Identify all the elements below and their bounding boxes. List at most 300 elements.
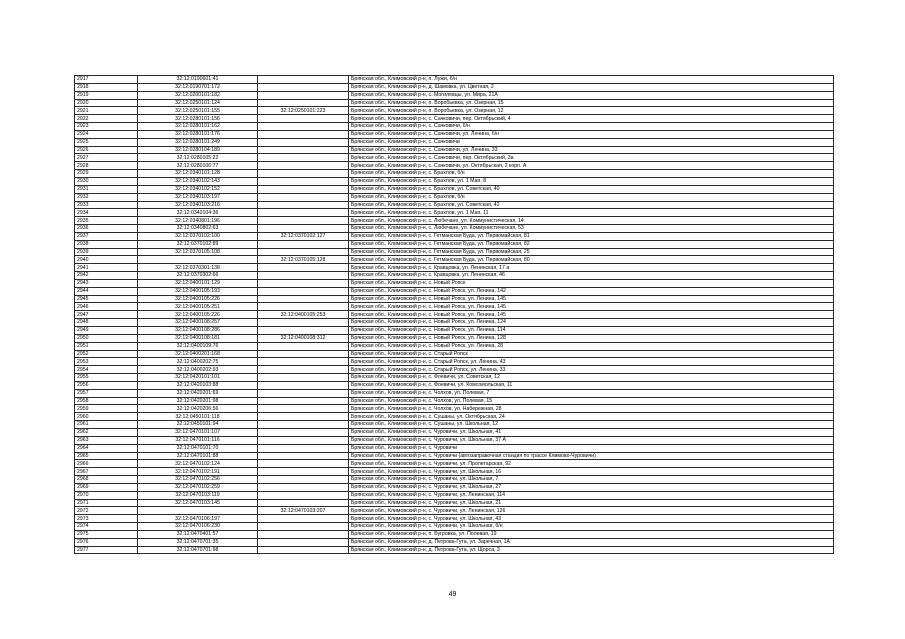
table-row [75, 248, 834, 256]
row-number-cell: 2922 [75, 115, 138, 123]
table-row [75, 530, 834, 538]
row-number-cell: 2959 [75, 405, 138, 413]
cadastral-number-cell: 32:12:0470102:256 [138, 476, 258, 484]
table-row [75, 138, 834, 146]
address-cell: Брянская обл., Климовский р-н, с. Чуровичи, ул. Ленинская, 126 [349, 507, 834, 515]
cadastral-number-cell: 32:12:0340103:216 [138, 201, 258, 209]
table-row [75, 319, 834, 327]
row-number-cell: 2941 [75, 264, 138, 272]
related-cadastral-number-cell [258, 225, 349, 233]
cadastral-number-cell: 32:12:0400108:257 [138, 319, 258, 327]
table-row [75, 397, 834, 405]
table-body [75, 76, 834, 554]
table-row [75, 444, 834, 452]
row-number-cell: 2975 [75, 530, 138, 538]
table-row [75, 405, 834, 413]
related-cadastral-number-cell [258, 436, 349, 444]
cadastral-number-cell: 32:12:0280104:189 [138, 146, 258, 154]
address-cell: Брянская обл., Климовский р-н, с. Гетманская Буда, ул. Первомайская, 82 [349, 240, 834, 248]
cadastral-number-cell: 32:12:0340101:128 [138, 170, 258, 178]
address-cell: Брянская обл., Климовский р-н, с. Чолхов, ул. Полевая, 15 [349, 397, 834, 405]
row-number-cell: 2928 [75, 162, 138, 170]
related-cadastral-number-cell [258, 421, 349, 429]
related-cadastral-number-cell: 32:12:0250101:223 [258, 107, 349, 115]
related-cadastral-number-cell [258, 546, 349, 554]
table-row [75, 421, 834, 429]
cadastral-number-cell: 32:12:0190701:172 [138, 83, 258, 91]
related-cadastral-number-cell [258, 83, 349, 91]
cadastral-number-cell: 32:12:0470103:119 [138, 491, 258, 499]
related-cadastral-number-cell [258, 154, 349, 162]
table-row [75, 264, 834, 272]
related-cadastral-number-cell [258, 483, 349, 491]
cadastral-number-cell: 32:12:0470103:145 [138, 499, 258, 507]
table-row [75, 232, 834, 240]
cadastral-number-cell: 32:12:0370302:66 [138, 272, 258, 280]
row-number-cell: 2921 [75, 107, 138, 115]
row-number-cell: 2961 [75, 421, 138, 429]
address-cell: Брянская обл., Климовский р-н, с. Любечане, ул. Коммунистическая, 14 [349, 217, 834, 225]
table-row [75, 91, 834, 99]
cadastral-number-cell: 32:12:0470102:259 [138, 483, 258, 491]
related-cadastral-number-cell [258, 295, 349, 303]
cadastral-number-cell: 32:12:0470102:124 [138, 460, 258, 468]
related-cadastral-number-cell [258, 499, 349, 507]
related-cadastral-number-cell [258, 428, 349, 436]
related-cadastral-number-cell [258, 303, 349, 311]
address-cell: Брянская обл., Климовский р-н, с. Новый Ропск, ул. Ленина, 145 [349, 303, 834, 311]
related-cadastral-number-cell: 32:12:0470103:207 [258, 507, 349, 515]
related-cadastral-number-cell [258, 413, 349, 421]
table-row [75, 154, 834, 162]
table-row [75, 381, 834, 389]
table-row [75, 460, 834, 468]
related-cadastral-number-cell [258, 185, 349, 193]
address-cell: Брянская обл., Климовский р-н, с. Брахлов, ул. Советская, 40 [349, 185, 834, 193]
page-number: 49 [448, 591, 457, 598]
address-cell: Брянская обл., Климовский р-н, с. Чуровичи, ул. Школьная, 27 [349, 483, 834, 491]
table-row [75, 272, 834, 280]
cadastral-number-cell: 32:12:0370102:89 [138, 240, 258, 248]
row-number-cell: 2948 [75, 319, 138, 327]
row-number-cell: 2940 [75, 256, 138, 264]
row-number-cell: 2932 [75, 193, 138, 201]
table-row [75, 358, 834, 366]
cadastral-number-cell: 32:12:0280101:162 [138, 123, 258, 131]
cadastral-number-cell: 32:12:0420103:88 [138, 381, 258, 389]
address-cell: Брянская обл., Климовский р-н, с. Фоевичи, ул. Советская, 12 [349, 374, 834, 382]
cadastral-number-cell: 32:12:0340801:196 [138, 217, 258, 225]
cadastral-number-cell: 32:12:0470102:191 [138, 468, 258, 476]
table-row [75, 83, 834, 91]
row-number-cell: 2977 [75, 546, 138, 554]
cadastral-number-cell: 32:12:0470401:57 [138, 530, 258, 538]
address-cell: Брянская обл., Климовский р-н, п. Лужи, б/н [349, 76, 834, 84]
row-number-cell: 2920 [75, 99, 138, 107]
address-cell: Брянская обл., Климовский р-н, с. Старый Ропск, ул. Ленина, 33 [349, 366, 834, 374]
related-cadastral-number-cell [258, 240, 349, 248]
address-cell: Брянская обл., Климовский р-н, п. Воробьевка, ул. Озерная, 12 [349, 107, 834, 115]
address-cell: Брянская обл., Климовский р-н, с. Сушаны, ул. Октябрьская, 24 [349, 413, 834, 421]
table-row [75, 428, 834, 436]
address-cell: Брянская обл., Климовский р-н, с. Чуровичи, ул. Школьная, 41 [349, 428, 834, 436]
address-cell: Брянская обл., Климовский р-н, д. Шамовка, ул. Цветная, 2 [349, 83, 834, 91]
cadastral-number-cell: 32:12:0400105:251 [138, 303, 258, 311]
row-number-cell: 2935 [75, 217, 138, 225]
related-cadastral-number-cell [258, 523, 349, 531]
table-row [75, 177, 834, 185]
table-row [75, 468, 834, 476]
address-cell: Брянская обл., Климовский р-н, с. Гетманская Буда, ул. Первомайская, 25 [349, 248, 834, 256]
related-cadastral-number-cell [258, 405, 349, 413]
table-row [75, 130, 834, 138]
cadastral-number-cell: 32:12:0340104:36 [138, 209, 258, 217]
row-number-cell: 2972 [75, 507, 138, 515]
address-cell: Брянская обл., Климовский р-н, с. Новый Ропск, ул. Ленина, 142 [349, 287, 834, 295]
address-cell: Брянская обл., Климовский р-н, с. Чуровичи, ул. Школьная, 37 А [349, 436, 834, 444]
related-cadastral-number-cell [258, 138, 349, 146]
address-cell: Брянская обл., Климовский р-н, с. Старый Ропск [349, 350, 834, 358]
row-number-cell: 2974 [75, 523, 138, 531]
related-cadastral-number-cell [258, 146, 349, 154]
row-number-cell: 2945 [75, 295, 138, 303]
row-number-cell: 2925 [75, 138, 138, 146]
row-number-cell: 2938 [75, 240, 138, 248]
cadastral-number-cell: 32:12:0420201:69 [138, 389, 258, 397]
cadastral-number-cell: 32:12:0190601:41 [138, 76, 258, 84]
cadastral-number-cell: 32:12:0400202:93 [138, 366, 258, 374]
address-cell: Брянская обл., Климовский р-н, с. Чуровичи, ул. Ленинская, 114 [349, 491, 834, 499]
address-cell: Брянская обл., Климовский р-н, д. Петрова-Гута, ул. Щорса, 3 [349, 546, 834, 554]
table-row [75, 499, 834, 507]
related-cadastral-number-cell [258, 170, 349, 178]
related-cadastral-number-cell [258, 350, 349, 358]
address-cell: Брянская обл., Климовский р-н, с. Любечане, ул. Коммунистическая, 53 [349, 225, 834, 233]
table-row [75, 217, 834, 225]
address-cell: Брянская обл., Климовский р-н, с. Чолхов, ул. Полевая, 7 [349, 389, 834, 397]
table-row [75, 295, 834, 303]
related-cadastral-number-cell [258, 530, 349, 538]
cadastral-number-cell: 32:12:0200101:182 [138, 91, 258, 99]
row-number-cell: 2931 [75, 185, 138, 193]
row-number-cell: 2939 [75, 248, 138, 256]
table-row [75, 538, 834, 546]
table-row [75, 436, 834, 444]
row-number-cell: 2942 [75, 272, 138, 280]
cadastral-number-cell: 32:12:0400101:129 [138, 279, 258, 287]
address-cell: Брянская обл., Климовский р-н, с. Сачковичи, пер. Октябрьский, 4 [349, 115, 834, 123]
cadastral-number-cell: 32:12:0420206:56 [138, 405, 258, 413]
cadastral-number-cell: 32:12:0470106:230 [138, 523, 258, 531]
cadastral-number-cell: 32:12:0400105:226 [138, 295, 258, 303]
related-cadastral-number-cell [258, 130, 349, 138]
row-number-cell: 2933 [75, 201, 138, 209]
row-number-cell: 2951 [75, 342, 138, 350]
related-cadastral-number-cell [258, 468, 349, 476]
related-cadastral-number-cell [258, 264, 349, 272]
row-number-cell: 2943 [75, 279, 138, 287]
table-row [75, 389, 834, 397]
table-row [75, 374, 834, 382]
related-cadastral-number-cell [258, 272, 349, 280]
table-row [75, 507, 834, 515]
address-cell: Брянская обл., Климовский р-н, с. Чуровичи, ул. Школьная, 21 [349, 499, 834, 507]
address-cell: Брянская обл., Климовский р-н, с. Чуровичи, ул. Школьная, 43 [349, 515, 834, 523]
row-number-cell: 2934 [75, 209, 138, 217]
row-number-cell: 2947 [75, 311, 138, 319]
address-cell: Брянская обл., Климовский р-н, с. Брахлов, ул. Советская, 42 [349, 201, 834, 209]
row-number-cell: 2927 [75, 154, 138, 162]
cadastral-number-cell: 32:12:0400105:226 [138, 311, 258, 319]
address-cell: Брянская обл., Климовский р-н, с. Чуровичи, ул. Школьная, б/н [349, 523, 834, 531]
row-number-cell: 2960 [75, 413, 138, 421]
related-cadastral-number-cell [258, 115, 349, 123]
row-number-cell: 2963 [75, 436, 138, 444]
cadastral-number-cell [138, 507, 258, 515]
row-number-cell: 2929 [75, 170, 138, 178]
related-cadastral-number-cell [258, 397, 349, 405]
cadastral-number-cell: 32:12:0280101:156 [138, 115, 258, 123]
row-number-cell: 2976 [75, 538, 138, 546]
address-cell: Брянская обл., Климовский р-н, п. Бугровка, ул. Полевая, 19 [349, 530, 834, 538]
table-row [75, 334, 834, 342]
address-cell: Брянская обл., Климовский р-н, с. Фоевичи, ул. Комсомольская, 11 [349, 381, 834, 389]
related-cadastral-number-cell: 32:12:0370102:127 [258, 232, 349, 240]
cadastral-number-cell: 32:12:0470701:98 [138, 546, 258, 554]
related-cadastral-number-cell [258, 452, 349, 460]
table-row [75, 123, 834, 131]
address-cell: Брянская обл., Климовский р-н, с. Сачковичи, ул. Ленина, б/н [349, 130, 834, 138]
related-cadastral-number-cell: 32:12:0400105:253 [258, 311, 349, 319]
related-cadastral-number-cell: 32:12:0400108:312 [258, 334, 349, 342]
cadastral-number-cell: 32:12:0470101:116 [138, 436, 258, 444]
cadastral-number-cell: 32:12:0450101:118 [138, 413, 258, 421]
address-cell: Брянская обл., Климовский р-н, д. Петрова-Гута, ул. Заречная, 1А [349, 538, 834, 546]
table-row [75, 76, 834, 84]
cadastral-number-cell: 32:12:0370102:100 [138, 232, 258, 240]
cadastral-number-cell: 32:12:0280101:176 [138, 130, 258, 138]
cadastral-number-cell: 32:12:0400108:181 [138, 334, 258, 342]
cadastral-number-cell: 32:12:0400108:286 [138, 327, 258, 335]
cadastral-number-cell: 32:12:0450101:94 [138, 421, 258, 429]
related-cadastral-number-cell [258, 193, 349, 201]
address-cell: Брянская обл., Климовский р-н, с. Сачковичи, ул. Октябрьская, 2 корп. А [349, 162, 834, 170]
row-number-cell: 2954 [75, 366, 138, 374]
address-cell: Брянская обл., Климовский р-н, с. Гетманская Буда, ул. Первомайская, 81 [349, 232, 834, 240]
table-row [75, 546, 834, 554]
address-cell: Брянская обл., Климовский р-н, с. Сачковичи, б/н [349, 123, 834, 131]
cadastral-number-cell [138, 256, 258, 264]
cadastral-number-cell: 32:12:0370105:108 [138, 248, 258, 256]
row-number-cell: 2946 [75, 303, 138, 311]
row-number-cell: 2924 [75, 130, 138, 138]
address-cell: Брянская обл., Климовский р-н, с. Сачковичи, ул. Ленина, 33 [349, 146, 834, 154]
table-row [75, 483, 834, 491]
row-number-cell: 2917 [75, 76, 138, 84]
cadastral-number-cell: 32:12:0400105:193 [138, 287, 258, 295]
address-cell: Брянская обл., Климовский р-н, с. Брахлов, б/н [349, 193, 834, 201]
address-cell: Брянская обл., Климовский р-н, с. Брахлов, ул. 1 Мая, 8 [349, 177, 834, 185]
table-row [75, 523, 834, 531]
related-cadastral-number-cell [258, 177, 349, 185]
table-row [75, 99, 834, 107]
related-cadastral-number-cell [258, 342, 349, 350]
table-row [75, 350, 834, 358]
row-number-cell: 2937 [75, 232, 138, 240]
cadastral-number-cell: 32:12:0340103:197 [138, 193, 258, 201]
address-cell: Брянская обл., Климовский р-н, с. Чуровичи [349, 444, 834, 452]
row-number-cell: 2955 [75, 374, 138, 382]
row-number-cell: 2952 [75, 350, 138, 358]
address-cell: Брянская обл., Климовский р-н, с. Новый Ропск, ул. Ленина, 114 [349, 327, 834, 335]
row-number-cell: 2968 [75, 476, 138, 484]
address-cell: Брянская обл., Климовский р-н, с. Новый Ропск, ул. Ленина, 124 [349, 319, 834, 327]
table-row [75, 225, 834, 233]
row-number-cell: 2962 [75, 428, 138, 436]
address-cell: Брянская обл., Климовский р-н, с. Кравцовка, ул. Ленинская, 17 а [349, 264, 834, 272]
row-number-cell: 2918 [75, 83, 138, 91]
address-cell: Брянская обл., Климовский р-н, с. Гетманская Буда, ул. Первомайская, 80 [349, 256, 834, 264]
table-row [75, 515, 834, 523]
table-row [75, 201, 834, 209]
address-cell: Брянская обл., Климовский р-н, с. Сушаны, ул. Школьная, 12 [349, 421, 834, 429]
row-number-cell: 2949 [75, 327, 138, 335]
table-row [75, 491, 834, 499]
address-cell: Брянская обл., Климовский р-н, с. Новый Ропск [349, 279, 834, 287]
related-cadastral-number-cell [258, 319, 349, 327]
row-number-cell: 2930 [75, 177, 138, 185]
table-row [75, 327, 834, 335]
address-cell: Брянская обл., Климовский р-н, с. Кравцовка, ул. Ленинская, 46 [349, 272, 834, 280]
cadastral-number-cell: 32:12:0250101:155 [138, 107, 258, 115]
related-cadastral-number-cell [258, 358, 349, 366]
related-cadastral-number-cell [258, 444, 349, 452]
cadastral-number-cell: 32:12:0470101:70 [138, 444, 258, 452]
cadastral-number-cell: 32:12:0400202:75 [138, 358, 258, 366]
table-row [75, 452, 834, 460]
related-cadastral-number-cell [258, 476, 349, 484]
address-cell: Брянская обл., Климовский р-н, с. Старый Ропск, ул. Ленина, 43 [349, 358, 834, 366]
table-row [75, 240, 834, 248]
row-number-cell: 2967 [75, 468, 138, 476]
row-number-cell: 2971 [75, 499, 138, 507]
address-cell: Брянская обл., Климовский р-н, с. Чуровичи (автозаправочная станция по трассе Климово-Чуровичи) [349, 452, 834, 460]
cadastral-number-cell: 32:12:0470106:197 [138, 515, 258, 523]
table-row [75, 287, 834, 295]
table-row [75, 366, 834, 374]
row-number-cell: 2953 [75, 358, 138, 366]
row-number-cell: 2936 [75, 225, 138, 233]
address-cell: Брянская обл., Климовский р-н, с. Чуровичи, ул. Школьная, 16 [349, 468, 834, 476]
related-cadastral-number-cell [258, 279, 349, 287]
table-row [75, 115, 834, 123]
address-cell: Брянская обл., Климовский р-н, с. Сачковичи, пер. Октябрьский, 3а [349, 154, 834, 162]
cadastral-number-cell: 32:12:0470701:35 [138, 538, 258, 546]
address-cell: Брянская обл., Климовский р-н, с. Чолхов, ул. Набережная, 28 [349, 405, 834, 413]
table-row [75, 413, 834, 421]
table-row [75, 256, 834, 264]
cadastral-number-cell: 32:12:0370301:138 [138, 264, 258, 272]
row-number-cell: 2944 [75, 287, 138, 295]
related-cadastral-number-cell [258, 162, 349, 170]
related-cadastral-number-cell [258, 366, 349, 374]
cadastral-number-cell: 32:12:0280105:22 [138, 154, 258, 162]
related-cadastral-number-cell [258, 287, 349, 295]
related-cadastral-number-cell [258, 538, 349, 546]
table-row [75, 146, 834, 154]
table-row [75, 476, 834, 484]
table-row [75, 193, 834, 201]
address-cell: Брянская обл., Климовский р-н, с. Чуровичи, ул. Пролетарская, 92 [349, 460, 834, 468]
related-cadastral-number-cell [258, 381, 349, 389]
related-cadastral-number-cell [258, 460, 349, 468]
address-cell: Брянская обл., Климовский р-н, с. Сачковичи [349, 138, 834, 146]
table-row [75, 162, 834, 170]
related-cadastral-number-cell [258, 201, 349, 209]
address-cell: Брянская обл., Климовский р-н, с. Новый Ропск, ул. Ленина, 145 [349, 295, 834, 303]
related-cadastral-number-cell [258, 515, 349, 523]
row-number-cell: 2926 [75, 146, 138, 154]
row-number-cell: 2957 [75, 389, 138, 397]
related-cadastral-number-cell [258, 217, 349, 225]
cadastral-number-cell: 32:12:0280106:77 [138, 162, 258, 170]
table-row [75, 107, 834, 115]
related-cadastral-number-cell [258, 76, 349, 84]
related-cadastral-number-cell [258, 248, 349, 256]
row-number-cell: 2970 [75, 491, 138, 499]
row-number-cell: 2964 [75, 444, 138, 452]
row-number-cell: 2923 [75, 123, 138, 131]
cadastral-number-cell: 32:12:0340802:63 [138, 225, 258, 233]
row-number-cell: 2965 [75, 452, 138, 460]
row-number-cell: 2919 [75, 91, 138, 99]
table-row [75, 279, 834, 287]
cadastral-number-cell: 32:12:0400109:76 [138, 342, 258, 350]
row-number-cell: 2958 [75, 397, 138, 405]
row-number-cell: 2969 [75, 483, 138, 491]
cadastral-number-cell: 32:12:0420201:98 [138, 397, 258, 405]
cadastral-number-cell: 32:12:0400201:168 [138, 350, 258, 358]
related-cadastral-number-cell [258, 123, 349, 131]
address-cell: Брянская обл., Климовский р-н, п. Воробьевка, ул. Озерная, 15 [349, 99, 834, 107]
row-number-cell: 2950 [75, 334, 138, 342]
cadastral-number-cell: 32:12:0420101:101 [138, 374, 258, 382]
related-cadastral-number-cell [258, 491, 349, 499]
table-row [75, 170, 834, 178]
cadastral-number-cell: 32:12:0340102:143 [138, 177, 258, 185]
cadastral-number-cell: 32:12:0340102:152 [138, 185, 258, 193]
table-row [75, 209, 834, 217]
related-cadastral-number-cell [258, 209, 349, 217]
related-cadastral-number-cell [258, 374, 349, 382]
row-number-cell: 2966 [75, 460, 138, 468]
cadastral-number-cell: 32:12:0280101:249 [138, 138, 258, 146]
table-row [75, 303, 834, 311]
address-cell: Брянская обл., Климовский р-н, с. Могилевцы, ул. Мира, 21А [349, 91, 834, 99]
address-cell: Брянская обл., Климовский р-н, с. Новый Ропск, ул. Ленина, 145 [349, 311, 834, 319]
row-number-cell: 2973 [75, 515, 138, 523]
address-cell: Брянская обл., Климовский р-н, с. Новый Ропск, ул. Ленина, 128 [349, 334, 834, 342]
row-number-cell: 2956 [75, 381, 138, 389]
address-cell: Брянская обл., Климовский р-н, с. Чуровичи, ул. Школьная, 7 [349, 476, 834, 484]
address-cell: Брянская обл., Климовский р-н, с. Новый Ропск, ул. Ленина, 28 [349, 342, 834, 350]
cadastral-number-cell: 32:12:0470101:88 [138, 452, 258, 460]
related-cadastral-number-cell [258, 389, 349, 397]
table-row [75, 311, 834, 319]
address-cell: Брянская обл., Климовский р-н, с. Брахлов, ул. 1 Мая, 11 [349, 209, 834, 217]
related-cadastral-number-cell [258, 91, 349, 99]
table-row [75, 342, 834, 350]
